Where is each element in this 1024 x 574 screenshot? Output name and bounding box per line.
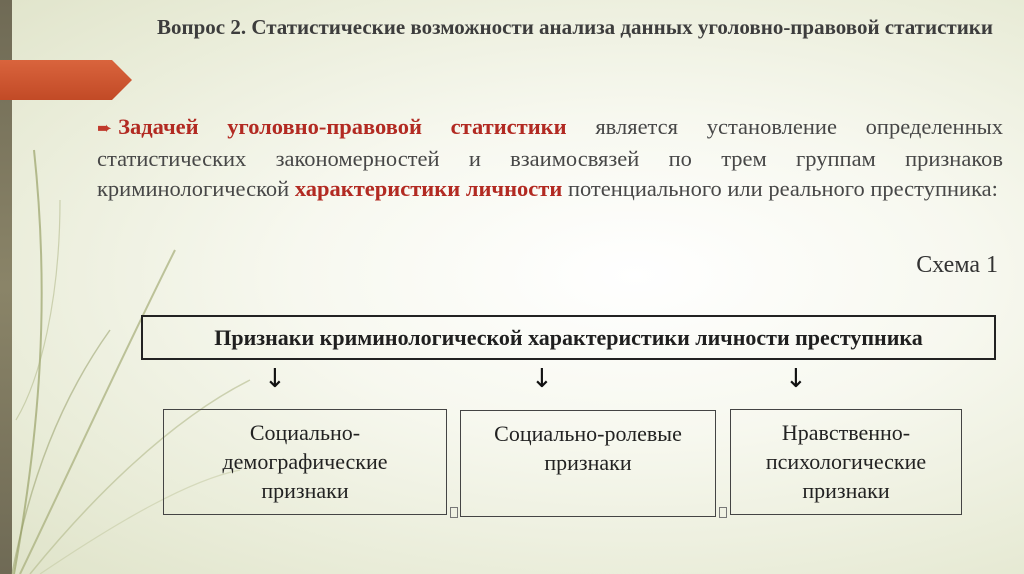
placeholder-glyph <box>450 507 458 518</box>
down-arrow-icon: ↓ <box>264 364 286 394</box>
down-arrow-icon: ↓ <box>531 364 553 394</box>
schema-item-socio-demographic <box>163 409 447 515</box>
slide-title: Вопрос 2. Статистические возможности анализа данных уголовно-правовой статистики <box>156 15 994 39</box>
accent-arrow-tab <box>0 60 132 100</box>
schema-item-moral-psychological <box>730 409 962 515</box>
placeholder-glyph <box>719 507 727 518</box>
paragraph-text-1: является установление определенных статистических закономерностей и взаимосвязей по трем группам признаков криминологической <box>97 114 1003 201</box>
down-arrow-icon: ↓ <box>785 364 807 394</box>
schema-header-text: Признаки криминологической характеристики личности преступника <box>214 324 923 350</box>
highlight-task: Задачей уголовно-правовой статистики <box>118 114 567 139</box>
arrow-bullet-icon: ➨ <box>97 118 113 138</box>
body-paragraph <box>97 112 1003 205</box>
paragraph-text-2: потенциального или реального преступника: <box>562 176 998 201</box>
schema-header-box <box>141 315 996 360</box>
highlight-characteristics: характеристики личности <box>294 176 563 201</box>
schema-item-label: Социально-демографические признаки <box>222 420 388 503</box>
schema-item-label: Социально-ролевые признаки <box>494 421 682 475</box>
schema-item-socio-role <box>460 410 716 517</box>
schema-label: Схема 1 <box>916 252 998 278</box>
schema-item-label: Нравственно-психологические признаки <box>765 420 927 503</box>
